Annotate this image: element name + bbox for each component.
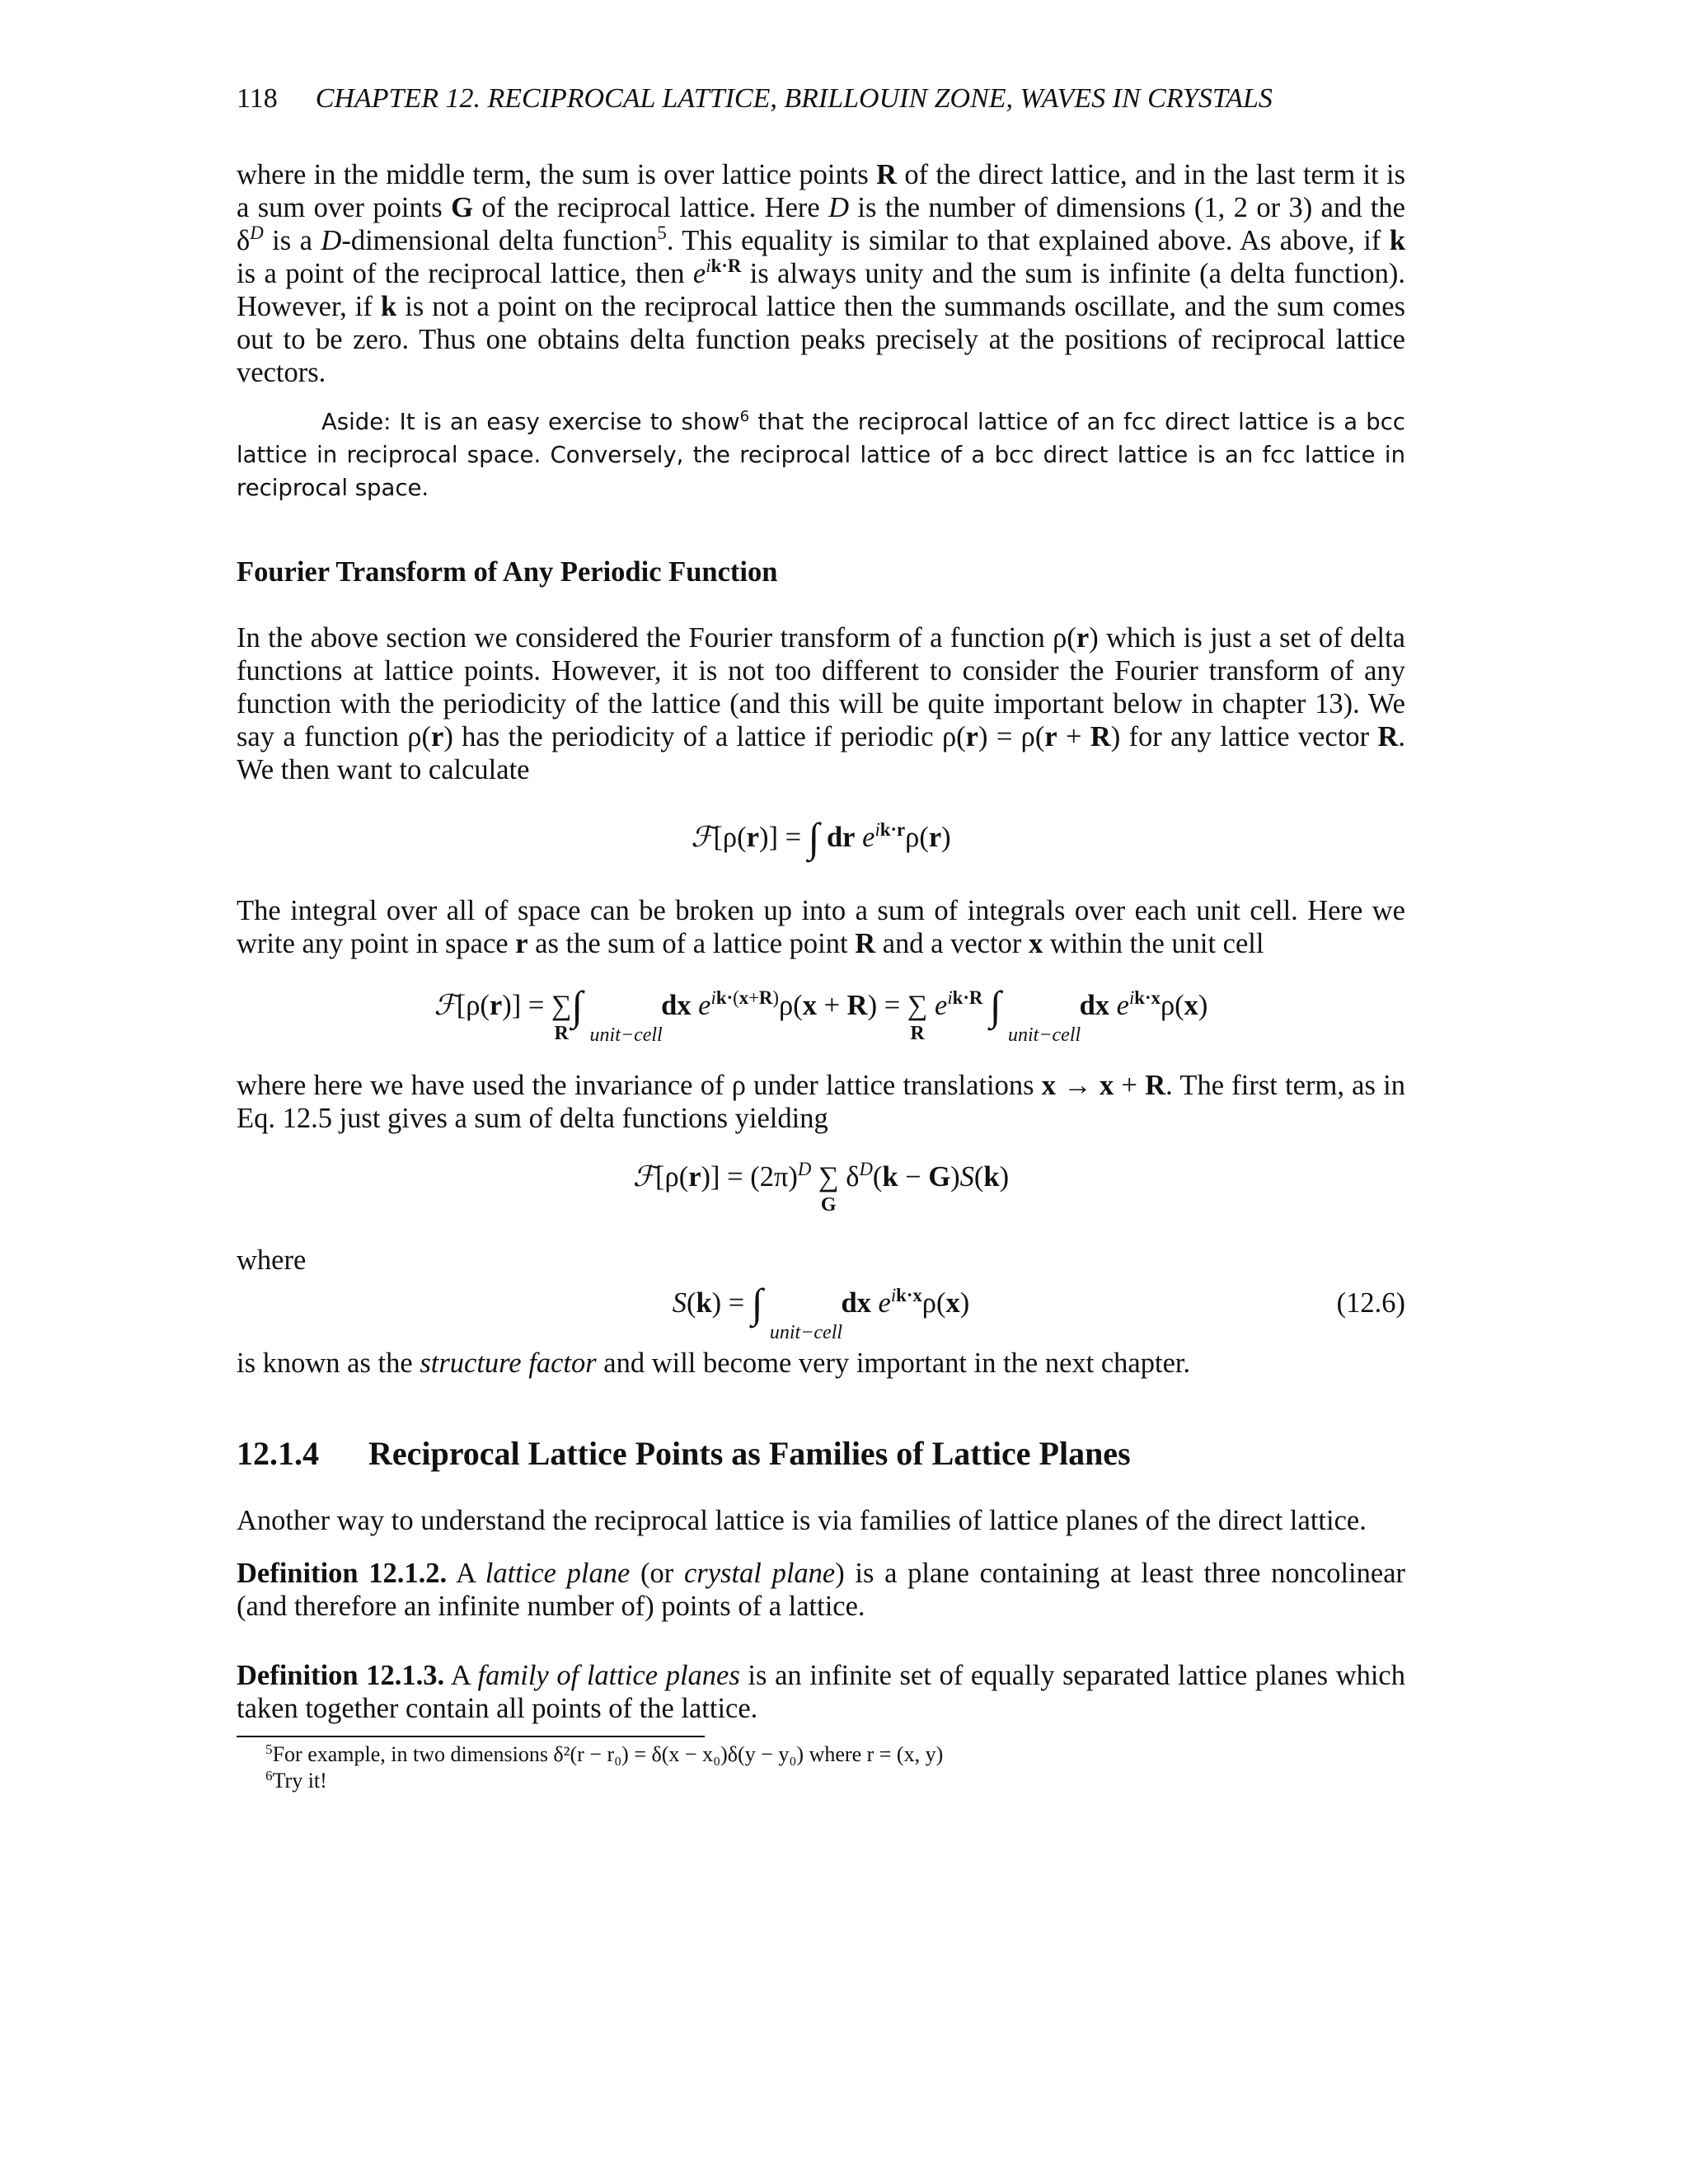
paragraph-lattice-sum: where in the middle term, the sum is over lattice points R of the direct lattice, and in the last term it is a sum over points G of the reciprocal lattice. Here D is the number of dimensions (1, 2 or 3) and the $\delta^D$ is a D-dimensional delta function$^5$. This equality is similar to that explained above. As above, if k is a point of the reciprocal lattice, then $e^{ik\cdot R}$ is always unity and the sum is infinite (a delta function). However, if k is not a point on the reciprocal lattice then the summands oscillate, and the sum comes out to be zero. Thus one obtains delta function peaks precisely at the positions of reciprocal lattice vectors. (237, 159, 1406, 388)
section-title: Reciprocal Lattice Points as Families of Lattice Planes (368, 1435, 1131, 1472)
definition-family-of-planes: Definition 12.1.3. A family of lattice planes is an infinite set of equally separated lattice planes which taken together contain all points of the lattice. (237, 1660, 1405, 1724)
section-heading (237, 1433, 1405, 1474)
paragraph-families-intro: Another way to understand the reciprocal lattice is via families of lattice planes of the direct lattice. (237, 1505, 1367, 1536)
paragraph-structure-factor: is known as the structure factor and will become very important in the next chapter. (237, 1347, 1191, 1379)
running-header (237, 79, 1405, 119)
equation-structure-factor: S(k) = ∫ unit−cell dx $e^{ik\cdot x}\rho(x)$ (12.6) (672, 1280, 1405, 1343)
section-number: 12.1.4 (237, 1435, 319, 1472)
paragraph-periodic-function: In the above section we considered the Fourier transform of a function ρ(r) which is just a set of delta functions at lattice points. However, it is not too different to consider the Fourier transform of any function with the periodicity of the lattice (and this will be quite important below in chapter 13). We say a function ρ(r) has the periodicity of a lattice if periodic ρ(r) = ρ(r + R) for any lattice vector R. We then want to calculate (237, 622, 1406, 785)
equation-unit-cell-sum: ℱ[ρ(r)] = ∑ R ∫ unit−cell dx $e^{ik\cdot(x+R)}\rho(x + R)$ = ∑ R $e^{ik\cdot R}$ ∫ unit−cell dx $e^{ik\cdot x}\rho(x)$ (434, 982, 1208, 1046)
aside-note: Aside: It is an easy exercise to show$^6$ that the reciprocal lattice of an fcc direct lattice is a bcc lattice in reciprocal space. Conversely, the reciprocal lattice of a bcc direct lattice is an fcc lattice in reciprocal space. (237, 408, 1405, 501)
definition-lattice-plane: Definition 12.1.2. A lattice plane (or crystal plane) is a plane containing at least three noncolinear (and therefore an infinite number of) points of a lattice. (237, 1558, 1406, 1622)
footnote-6: $^6$Try it! (265, 1767, 327, 1793)
subsection-heading: Fourier Transform of Any Periodic Function (237, 556, 778, 588)
footnote-ref-5: 5 (657, 223, 667, 244)
chapter-title: CHAPTER 12. RECIPROCAL LATTICE, BRILLOUIN ZONE, WAVES IN CRYSTALS (315, 83, 1273, 114)
footnote-rule (237, 1736, 705, 1737)
page-number: 118 (237, 83, 278, 114)
equation-delta-sum: ℱ[ρ(r)] = $(2\pi)^D$ ∑ G $\delta^D(k - G)S(k)$ (632, 1159, 1010, 1216)
equation-number: (12.6) (1336, 1287, 1405, 1319)
paragraph-invariance: where here we have used the invariance of ρ under lattice translations x → x + R. The first term, as in Eq. 12.5 just gives a sum of delta functions yielding (237, 1070, 1405, 1134)
footnote-5: $^5$For example, in two dimensions δ²(r − r₀) = δ(x − x₀)δ(y − y₀) where r = (x, y) (265, 1741, 944, 1766)
footnote-ref-6: 6 (739, 408, 750, 426)
paragraph-unit-cell: The integral over all of space can be broken up into a sum of integrals over each unit cell. Here we write any point in space r as the sum of a lattice point R and a vector x within the unit cell (237, 895, 1405, 959)
where-label: where (237, 1244, 307, 1276)
equation-fourier-transform: ℱ[ρ(r)] = ∫ dr $e^{ik\cdot r}\rho(r)$ (691, 814, 951, 860)
